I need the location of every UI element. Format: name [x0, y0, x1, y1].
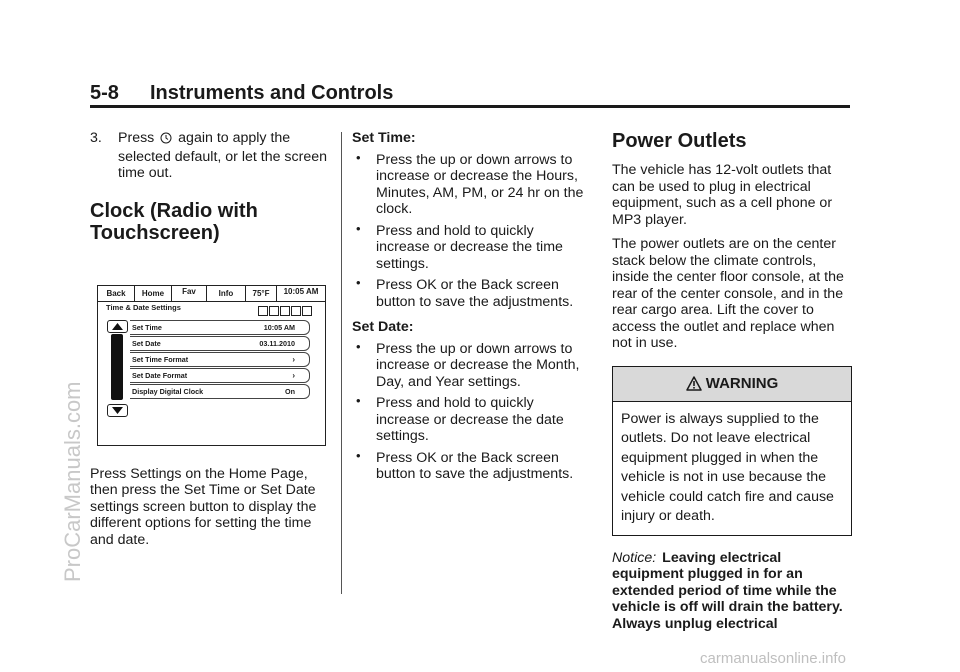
- clock-icon: [160, 132, 172, 149]
- row-label: Display Digital Clock: [132, 387, 204, 396]
- row-set-date[interactable]: [130, 336, 310, 351]
- list-item: • Press and hold to quickly increase or decrease the time settings.: [352, 223, 590, 273]
- tab-info[interactable]: Info: [207, 286, 246, 301]
- page-header: [90, 80, 850, 106]
- tab-fav[interactable]: Fav: [172, 286, 207, 301]
- column-2: [352, 130, 590, 483]
- down-arrow-icon: [112, 407, 123, 414]
- status-icon-5: [302, 306, 312, 316]
- section-title: Instruments and Controls: [150, 82, 394, 104]
- status-icon-2: [269, 306, 279, 316]
- scroll-down-button[interactable]: [107, 404, 128, 417]
- status-icons: [258, 303, 318, 313]
- row-value: On: [285, 387, 295, 396]
- touchscreen-figure: [97, 285, 326, 446]
- list-item: • Press the up or down arrows to increase or decrease the Hours, Minutes, AM, PM, or 24 hr on the clock.: [352, 152, 590, 218]
- bottom-watermark: carmanualsonline.info: [700, 650, 846, 667]
- warning-box: [612, 366, 852, 536]
- step-text: again to apply the selected default, or let the screen time out.: [118, 130, 327, 181]
- screen-title: Time & Date Settings: [106, 303, 181, 312]
- screen-tab-bar: [98, 286, 325, 302]
- row-display-digital-clock[interactable]: [130, 384, 310, 399]
- row-value: 03.11.2010: [259, 339, 295, 348]
- set-date-heading: Set Date:: [352, 319, 414, 335]
- list-item: • Press the up or down arrows to increase or decrease the Month, Day, and Year settings.: [352, 341, 590, 391]
- warning-title: WARNING: [705, 374, 779, 392]
- set-time-heading: Set Time:: [352, 130, 416, 146]
- notice-label: Notice:: [612, 549, 657, 566]
- list-item: • Press OK or the Back screen button to save the adjustments.: [352, 277, 590, 310]
- status-icon-3: [280, 306, 290, 316]
- step-number: 3.: [90, 130, 102, 146]
- row-set-time-format[interactable]: [130, 352, 310, 367]
- row-label: Set Date Format: [132, 371, 188, 380]
- clock-paragraph: Press Settings on the Home Page, then press the Set Time or Set Date settings screen button to display the different options for setting the time and date.: [90, 465, 317, 548]
- temperature-readout: 75°F: [246, 286, 277, 301]
- chevron-right-icon: ›: [292, 371, 295, 380]
- list-item: • Press OK or the Back screen button to save the adjustments.: [352, 450, 590, 483]
- row-value: 10:05 AM: [263, 323, 295, 332]
- chevron-right-icon: ›: [292, 355, 295, 364]
- clock-heading: Clock (Radio with Touchscreen): [90, 199, 258, 244]
- row-set-time[interactable]: [130, 320, 310, 335]
- column-divider: [341, 132, 342, 594]
- warning-icon: [686, 376, 702, 391]
- tab-home[interactable]: Home: [135, 286, 172, 301]
- scroll-up-button[interactable]: [107, 320, 128, 333]
- row-set-date-format[interactable]: [130, 368, 310, 383]
- notice-text: Leaving electrical equipment plugged in for an extended period of time while the vehicle is off will drain the battery. Always unplug electrical: [612, 549, 843, 632]
- list-item: • Press and hold to quickly increase or decrease the date settings.: [352, 395, 590, 445]
- row-label: Set Time: [132, 323, 162, 332]
- power-paragraph-1: The vehicle has 12-volt outlets that can be used to plug in electrical equipment, such as a cell phone or MP3 player.: [612, 162, 833, 228]
- settings-list: [130, 320, 310, 400]
- step-3: [90, 130, 332, 182]
- step-press-word: Press: [118, 130, 155, 146]
- side-watermark: ProCarManuals.com: [60, 381, 85, 582]
- up-arrow-icon: [112, 323, 123, 330]
- row-label: Set Date: [132, 339, 161, 348]
- power-paragraph-2: The power outlets are on the center stack below the climate controls, inside the center floor console, at the rear of the center console, and in the rear cargo area. Lift the cover to access the outlet and replace when not in use.: [612, 236, 844, 351]
- notice-paragraph: [612, 550, 852, 633]
- column-3: [612, 130, 852, 632]
- scrollbar[interactable]: [111, 334, 123, 400]
- clock-readout: 10:05 AM: [283, 287, 319, 296]
- header-rule: [90, 105, 850, 108]
- set-date-list: [352, 341, 590, 483]
- row-label: Set Time Format: [132, 355, 189, 364]
- power-outlets-heading: Power Outlets: [612, 130, 747, 152]
- status-icon-4: [291, 306, 301, 316]
- set-time-list: [352, 152, 590, 311]
- warning-header: [613, 367, 851, 402]
- tab-back[interactable]: Back: [98, 286, 135, 301]
- status-icon-1: [258, 306, 268, 316]
- warning-text: Power is always supplied to the outlets. Do not leave electrical equipment plugged in when the vehicle is not in use because the vehicle could catch fire and cause injury or death.: [621, 410, 834, 524]
- page-number: 5-8: [90, 82, 119, 104]
